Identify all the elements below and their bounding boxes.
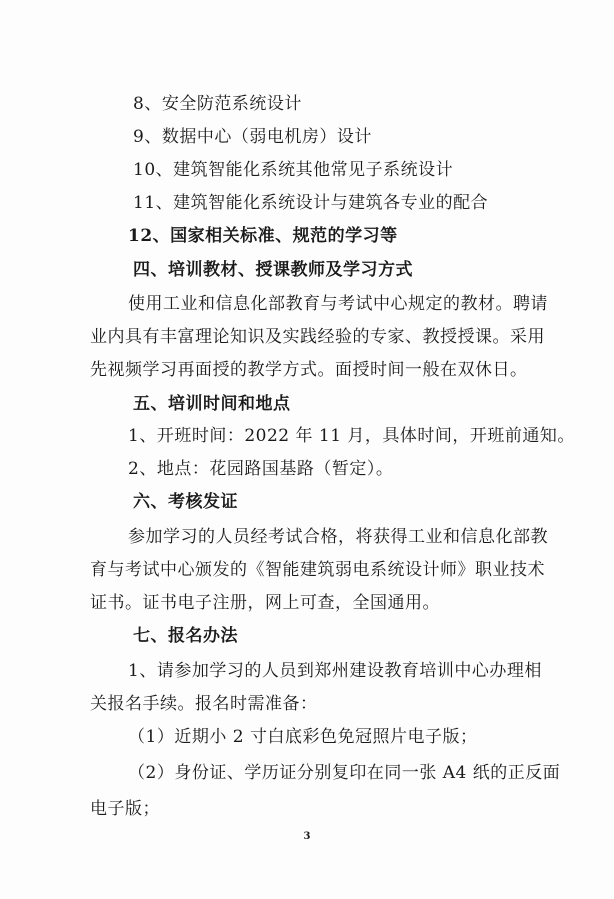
paragraph-line: 1、开班时间：2022 年 11 月，具体时间，开班前通知。 <box>128 426 575 446</box>
paragraph-line: 电子版； <box>90 799 160 819</box>
section-heading-4: 四、培训教材、授课教师及学习方式 <box>133 260 413 280</box>
section-heading-5: 五、培训时间和地点 <box>133 394 291 414</box>
section-heading-6: 六、考核发证 <box>133 492 238 512</box>
list-item-8: 8、安全防范系统设计 <box>133 94 302 114</box>
list-item-11: 11、建筑智能化系统设计与建筑各专业的配合 <box>133 193 489 213</box>
paragraph-line: （2）身份证、学历证分别复印在同一张 A4 纸的正反面 <box>128 763 561 783</box>
list-item-10: 10、建筑智能化系统其他常见子系统设计 <box>133 160 454 180</box>
paragraph-line: 使用工业和信息化部教育与考试中心规定的教材。聘请 <box>128 294 548 314</box>
paragraph-line: 业内具有丰富理论知识及实践经验的专家、教授授课。采用 <box>90 327 545 347</box>
section-heading-7: 七、报名办法 <box>133 626 238 646</box>
paragraph-line: 先视频学习再面授的教学方式。面授时间一般在双休日。 <box>90 360 528 380</box>
paragraph-line: （1）近期小 2 寸白底彩色免冠照片电子版； <box>128 727 478 747</box>
page-number: 3 <box>303 831 311 842</box>
paragraph-line: 证书。证书电子注册，网上可查，全国通用。 <box>90 593 440 613</box>
list-item-9: 9、数据中心（弱电机房）设计 <box>133 127 372 147</box>
paragraph-line: 1、请参加学习的人员到郑州建设教育培训中心办理相 <box>128 661 542 681</box>
paragraph-line: 关报名手续。报名时需准备： <box>90 694 318 714</box>
list-item-12: 12、国家相关标准、规范的学习等 <box>128 226 398 246</box>
paragraph-line: 育与考试中心颁发的《智能建筑弱电系统设计师》职业技术 <box>90 560 545 580</box>
paragraph-line: 2、地点：花园路国基路（暂定）。 <box>128 459 394 479</box>
paragraph-line: 参加学习的人员经考试合格，将获得工业和信息化部教 <box>128 527 548 547</box>
